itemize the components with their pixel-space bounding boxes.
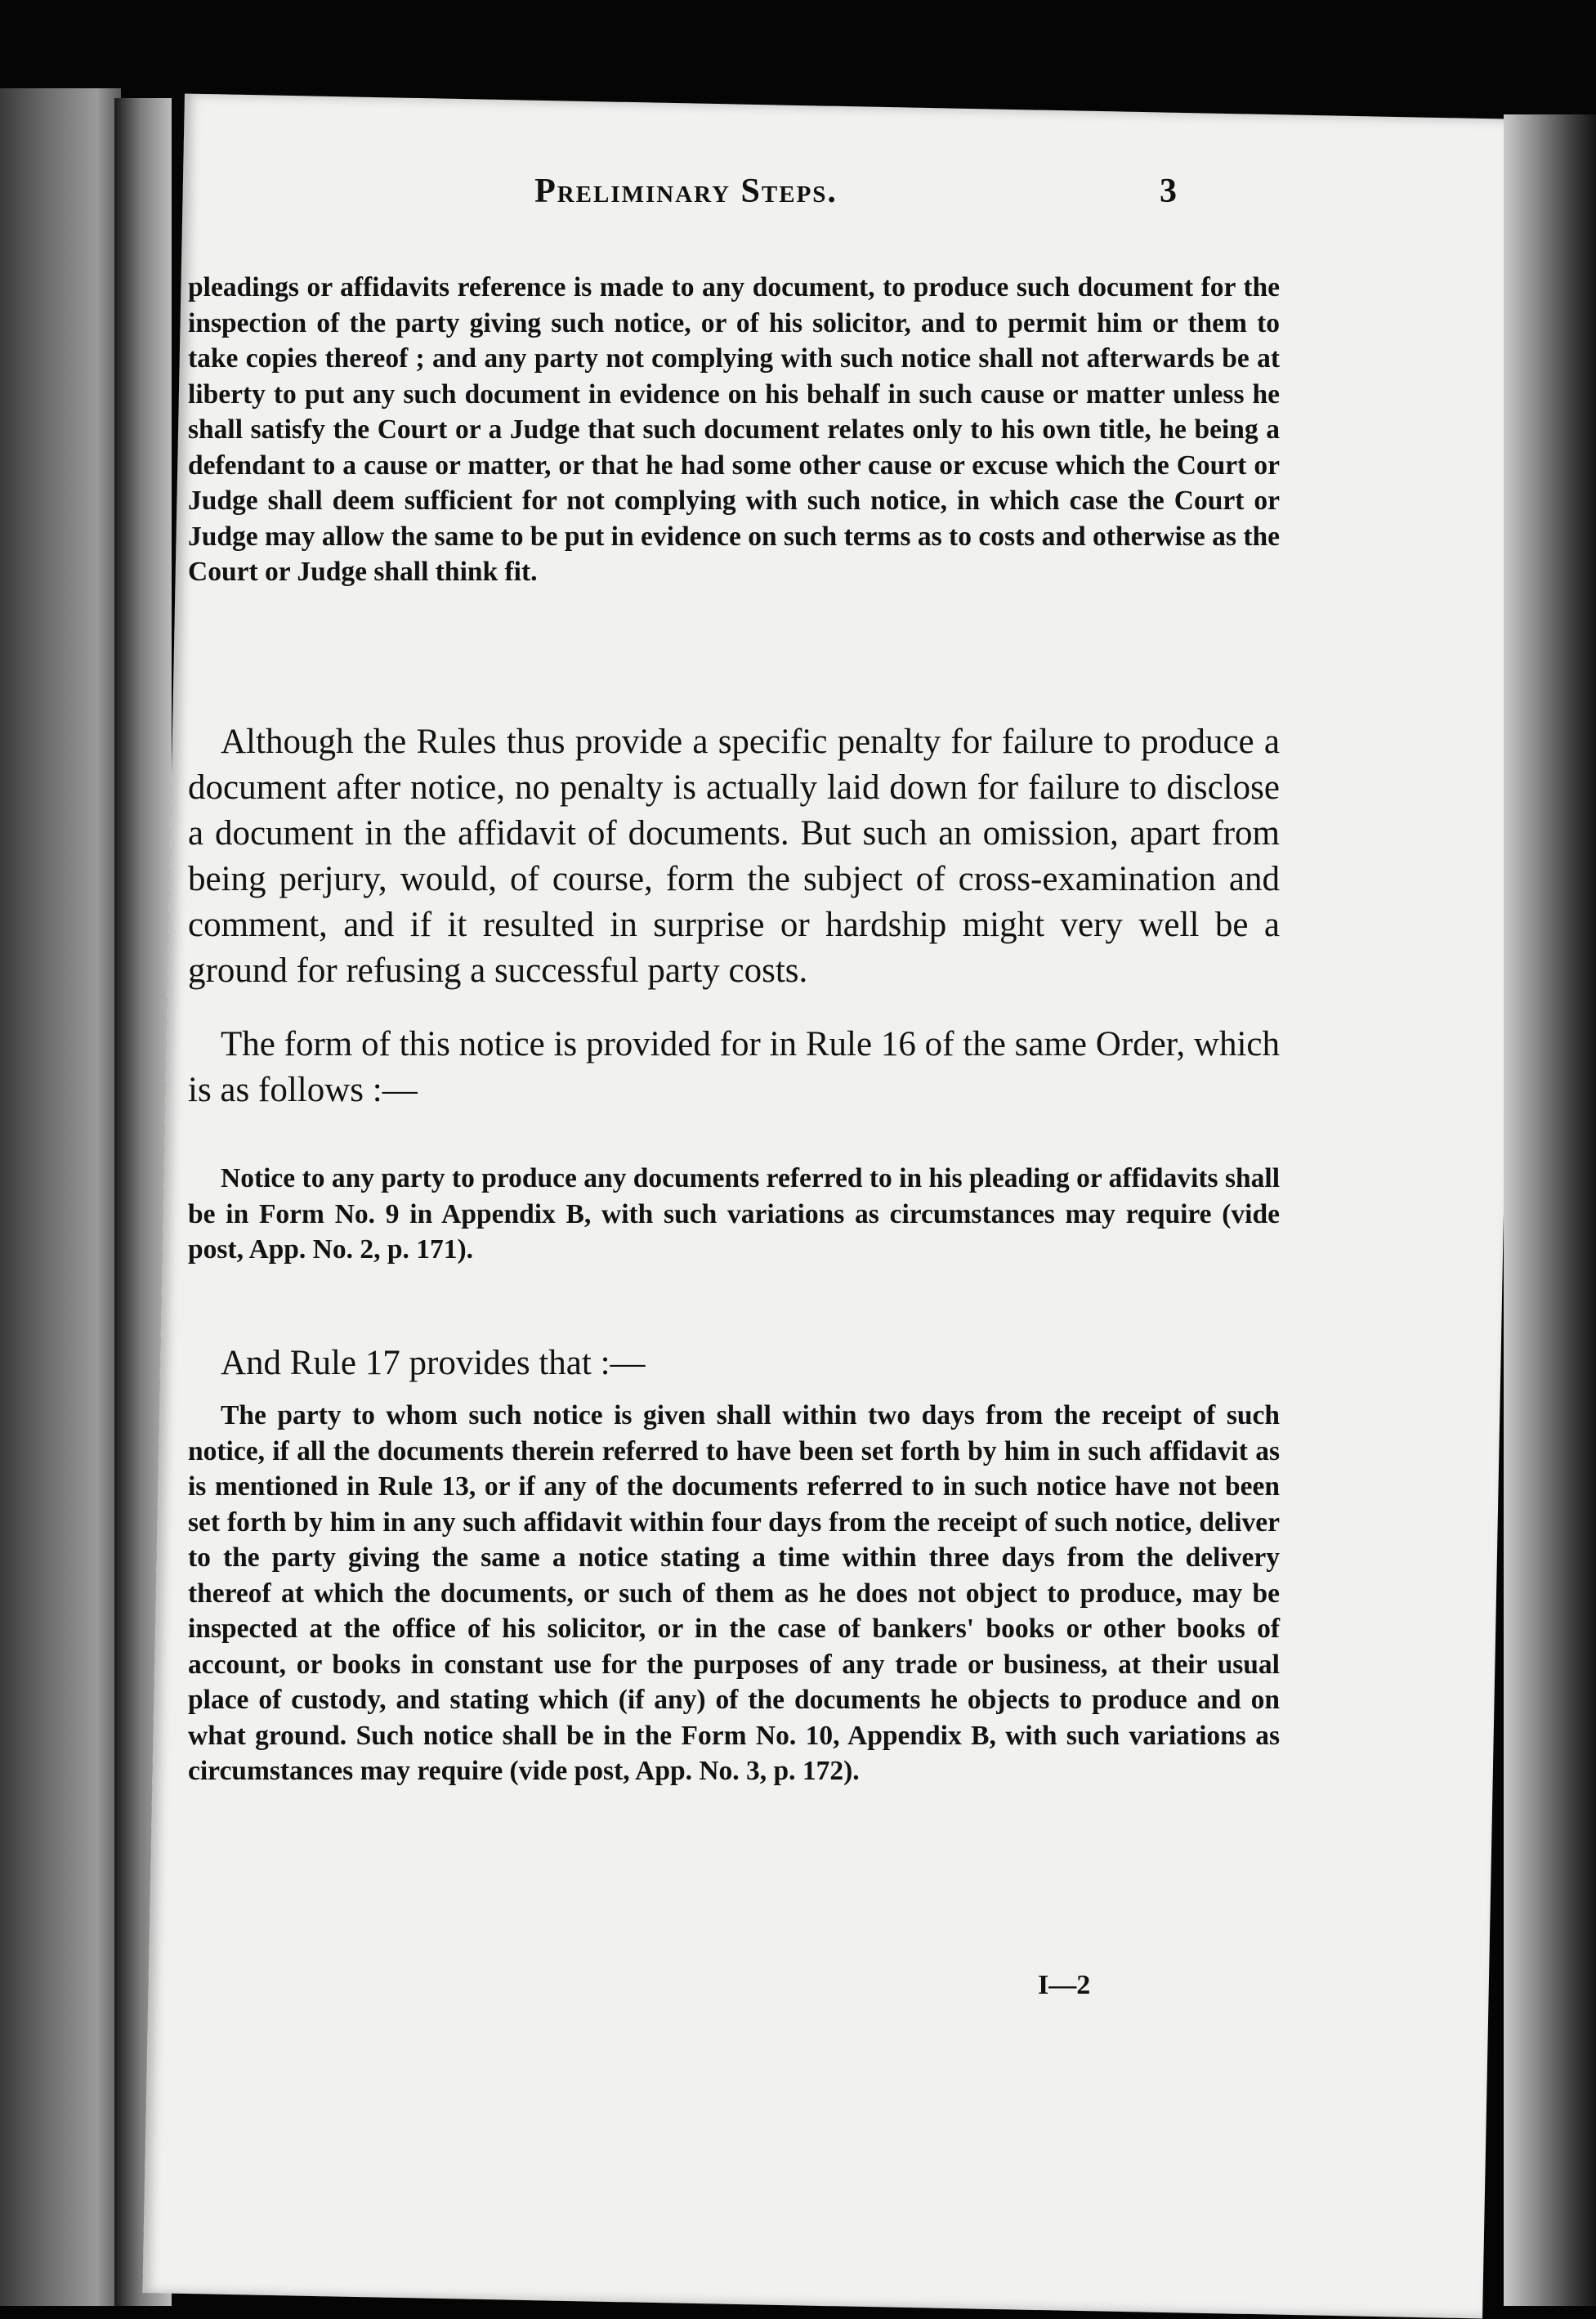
page-number: 3 — [1160, 172, 1177, 210]
page-header — [163, 172, 1177, 211]
quote-text: Notice to any party to produce any documents referred to in his pleading or affidavits shall be in Form No. 9 in Appendix B, with such variations as circumstances may require (vide post, App. No. 2, p. 171). — [188, 1163, 1280, 1265]
signature-mark: I—2 — [1038, 1970, 1091, 2000]
facing-page-edge — [0, 88, 121, 2306]
quote-text: The party to whom such notice is given shall within two days from the receipt of such notice, if all the documents therein referred to have been set forth by him in such affidavit as is mentioned in Rule 13, or if any of the documents referred to in such notice have not been set forth by him in any such affidavit within four days from the receipt of such notice, deliver to the party giving the same a notice stating a time within three days from the delivery thereof at which the documents, or such of them as he does not object to produce, may be inspected at the office of his solicitor, or in the case of bankers' books or other books of account, or books in constant use for the purposes of any trade or business, at their usual place of custody, and stating which (if any) of the documents he objects to produce and on what ground. Such notice shall be in the Form No. 10, Appendix B, with such variations as circumstances may require (vide post, App. No. 3, p. 172). — [188, 1400, 1280, 1786]
running-title: Preliminary Steps. — [534, 172, 838, 210]
body-text: The form of this notice is provided for in Rule 16 of the same Order, which is as follows :— — [188, 1025, 1280, 1109]
body-text: Although the Rules thus provide a specific penalty for failure to produce a document after notice, no penalty is actually laid down for failure to disclose a document in the affidavit of documents. But such an omission, apart from being perjury, would, of course, form the subject of cross-examination and comment, and if it resulted in surprise or hardship might very well be a ground for refusing a successful party costs. — [188, 723, 1280, 990]
body-text: And Rule 17 provides that :— — [221, 1344, 646, 1382]
quoted-rule-16 — [188, 1161, 1280, 1268]
commentary-paragraph — [188, 1022, 1280, 1113]
commentary-paragraph — [188, 1341, 1280, 1386]
commentary-paragraph — [188, 719, 1280, 994]
quote-text: pleadings or affidavits reference is made to any document, to produce such document for the inspection of the party giving such notice, or of his solicitor, and to permit him or them to take copies thereof ; and any party not complying with such notice shall not afterwards be at liberty to put any such document in evidence on his behalf in such cause or matter unless he shall satisfy the Court or a Judge that such document relates only to his own title, he being a defendant to a cause or matter, or that he had some other cause or excuse which the Court or Judge shall deem sufficient for not complying with such notice, in which case the Court or Judge may allow the same to be put in evidence on such terms as to costs and otherwise as the Court or Judge shall think fit. — [188, 272, 1280, 587]
page-stack-edge — [1504, 114, 1596, 2306]
quoted-rule-17 — [188, 1398, 1280, 1789]
quoted-rule-continuation — [188, 270, 1280, 590]
